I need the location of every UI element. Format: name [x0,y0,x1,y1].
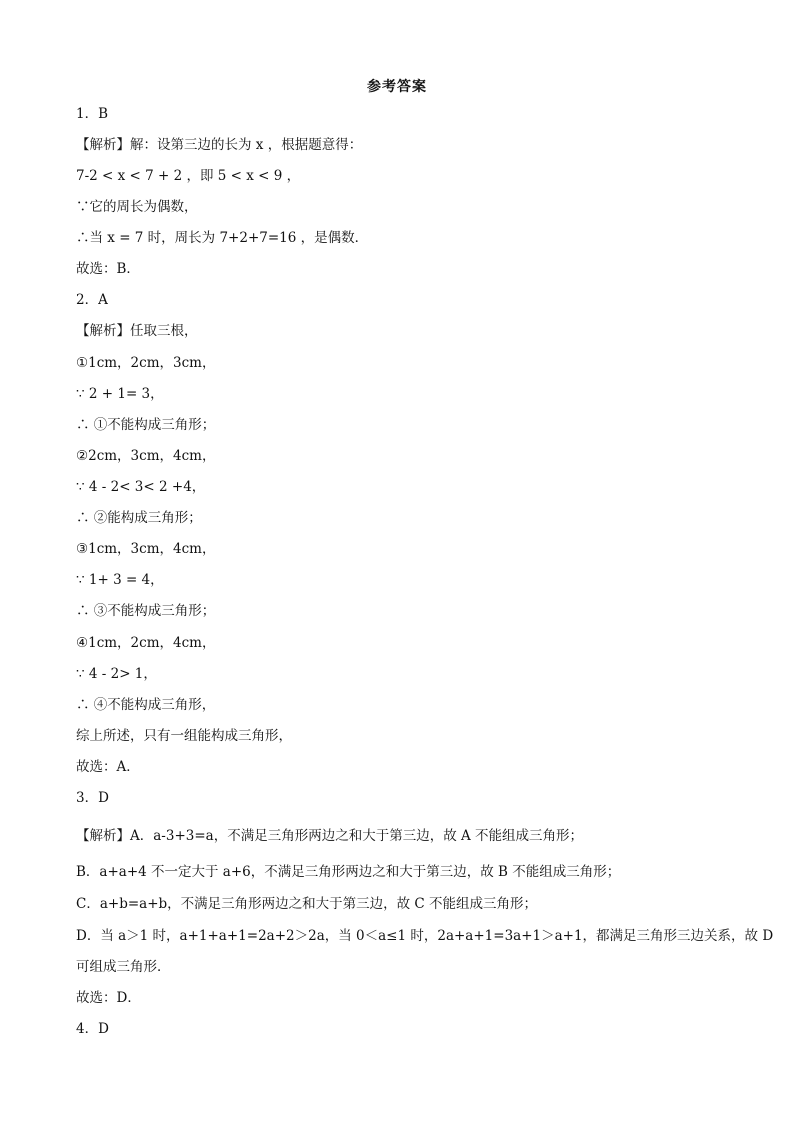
answer-2-case-3-result: ∴ ③不能构成三角形； [76,603,216,619]
answer-3-option-a: 【解析】A．a-3+3=a，不满足三角形两边之和大于第三边，故 A 不能组成三角形； [76,828,584,844]
answer-2-case-1-reason: ∵ 2 + 1= 3， [76,386,164,402]
answer-2-case-1: ①1cm，2cm，3cm， [76,355,216,371]
answer-2-case-2-reason: ∵ 4 - 2< 3< 2 +4， [76,479,206,495]
page-title: 参考答案 [367,79,427,95]
answer-1-inequality: 7-2 < x < 7 + 2 ，即 5 < x < 9 ， [76,168,301,184]
answer-2-case-4: ④1cm，2cm，4cm， [76,635,216,651]
answer-2-case-4-result: ∴ ④不能构成三角形， [76,697,216,713]
answer-1-choice: 故选：B． [76,261,140,277]
answer-3-choice: 故选：D． [76,990,141,1006]
answer-1-reason: ∵它的周长为偶数， [76,199,198,215]
answer-2-case-2: ②2cm，3cm，4cm， [76,448,216,464]
answer-2-summary: 综上所述，只有一组能构成三角形， [76,728,292,744]
answer-2-case-4-reason: ∵ 4 - 2> 1， [76,666,157,682]
answer-3-label: 3．D [76,790,109,806]
answer-2-analysis: 【解析】任取三根， [76,323,198,339]
answer-3-option-d-cont: 可组成三角形． [76,959,171,975]
answer-2-choice: 故选：A． [76,759,140,775]
answer-2-case-1-result: ∴ ①不能构成三角形； [76,417,216,433]
answer-2-case-3-reason: ∵ 1+ 3 = 4， [76,572,164,588]
answer-1-label: 1．B [76,106,109,122]
answer-1-analysis: 【解析】解：设第三边的长为 x ，根据题意得： [76,137,363,153]
answer-1-conclusion: ∴当 x = 7 时，周长为 7+2+7=16 ，是偶数． [76,230,369,246]
answer-3-option-d: D．当 a＞1 时，a+1+a+1=2a+2＞2a，当 0＜a≤1 时，2a+a+1=3a+1＞a+1，都满足三角形三边关系，故 D [76,928,774,944]
answer-3-option-c: C．a+b=a+b，不满足三角形两边之和大于第三边，故 C 不能组成三角形； [76,896,538,912]
answer-2-label: 2．A [76,292,108,308]
answer-3-option-b: B．a+a+4 不一定大于 a+6，不满足三角形两边之和大于第三边，故 B 不能组成三角形； [76,864,621,880]
answer-4-label: 4．D [76,1021,109,1037]
answer-2-case-2-result: ∴ ②能构成三角形； [76,510,202,526]
answer-2-case-3: ③1cm，3cm，4cm， [76,541,216,557]
